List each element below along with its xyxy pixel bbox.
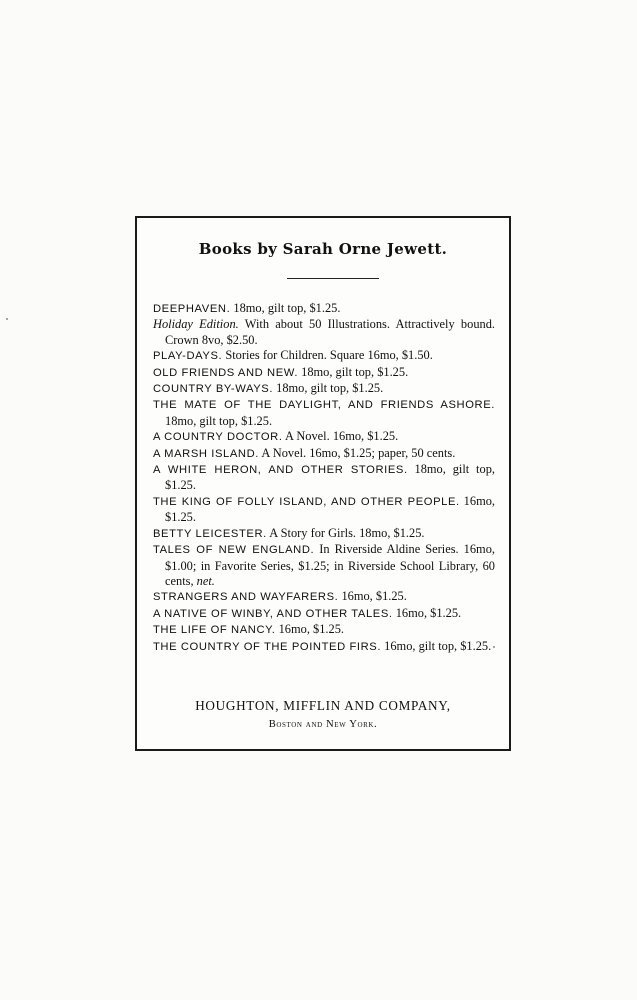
publisher: HOUGHTON, MIFFLIN AND COMPANY, [195,698,451,713]
book-title: DEEPHAVEN. [153,303,231,315]
book-details: Stories for Children. Square 16mo, $1.50. [222,348,433,363]
book-title: A NATIVE OF WINBY, AND OTHER TALES. [153,607,393,620]
book-entry [153,446,495,462]
book-entry [153,494,495,526]
book-title: THE COUNTRY OF THE POINTED FIRS. [153,640,382,653]
book-entry [153,589,495,605]
edition-title: Holiday Edition. [153,317,239,332]
paper-speck [6,318,8,320]
book-title: THE MATE OF THE DAYLIGHT, AND FRIENDS ASHORE. [153,399,495,412]
book-title: THE KING OF FOLLY ISLAND, AND OTHER PEOPLE. [153,495,460,508]
book-title: TALES OF NEW ENGLAND. [153,544,315,557]
book-entry [153,606,495,622]
book-details: A Novel. 16mo, $1.25. [282,429,399,444]
heading: Books by Sarah Orne Jewett. [198,240,448,258]
book-entry [153,526,495,542]
imprint [137,698,509,730]
book-entry [153,622,495,638]
book-entry [153,429,495,445]
book-entry [153,381,495,397]
book-title: THE LIFE OF NANCY. [153,624,276,637]
book-details: 16mo, $1.25. [392,605,462,620]
book-details: 16mo, $1.25. [275,622,344,637]
book-entry [153,348,495,364]
publisher-city: Boston and New York. [268,719,378,730]
book-details: 18mo, gilt top, $1.25. [230,301,341,315]
book-title: COUNTRY BY-WAYS. [153,383,274,396]
book-details: 18mo, gilt top, $1.25. [273,381,384,396]
book-entry [153,462,495,494]
book-details: 16mo, $1.25. [165,493,496,525]
book-details: 16mo, $1.25. [338,589,407,604]
book-details: 16mo, gilt top, $1.25. [381,638,492,653]
book-details: In Riverside Aldine Series. 16mo, $1.00; in Favorite Series, $1.25; in Riverside School Library, 60 cents, [165,542,495,588]
book-entry [153,397,495,429]
book-title: BETTY LEICESTER. [153,527,267,540]
price-note: net. [196,573,215,588]
book-title: A MARSH ISLAND. [153,447,259,460]
book-details: 18mo, gilt top, $1.25. [165,413,273,428]
book-details: With about 50 Illustrations. Attractively bound. Crown 8vo, $2.50. [165,317,495,347]
book-entry [153,542,495,589]
book-details: A Story for Girls. 18mo, $1.25. [266,525,425,540]
heading-rule [287,278,379,279]
book-list [153,301,495,655]
book-entry [153,301,495,317]
book-title: STRANGERS AND WAYFARERS. [153,591,339,604]
book-entry [153,317,495,348]
book-title: OLD FRIENDS AND NEW. [153,366,299,379]
advertisement-frame [135,216,511,751]
paper-speck [493,646,495,648]
book-title: A COUNTRY DOCTOR. [153,431,283,444]
book-title: PLAY-DAYS. [153,350,223,363]
book-details: A Novel. 16mo, $1.25; paper, 50 cents. [258,445,456,460]
book-details: 18mo, gilt top, $1.25. [165,462,495,493]
book-entry [153,639,495,655]
book-title: A WHITE HERON, AND OTHER STORIES. [153,464,408,477]
book-entry [153,365,495,381]
book-details: 18mo, gilt top, $1.25. [298,364,409,379]
